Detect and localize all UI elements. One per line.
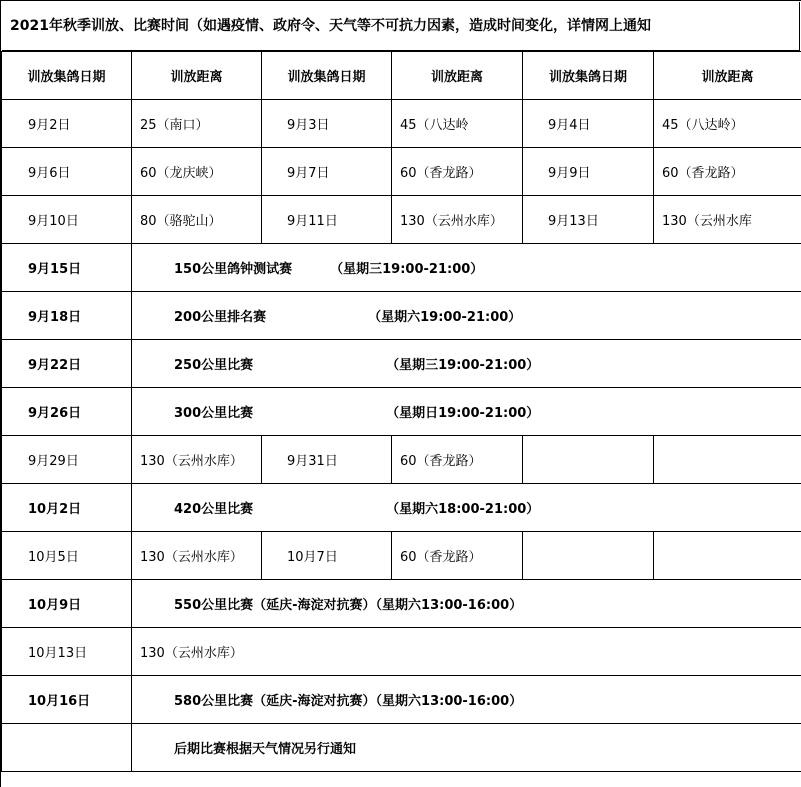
race-name: 300公里比赛 <box>174 406 254 421</box>
date-cell: 9月4日 <box>523 100 654 148</box>
race-info <box>132 244 801 292</box>
race-row <box>2 388 801 436</box>
race-row <box>2 244 801 292</box>
footer-row <box>2 724 801 772</box>
empty-cell <box>2 724 132 772</box>
race-row <box>2 292 801 340</box>
header-cell: 训放距离 <box>392 52 523 100</box>
race-info <box>132 340 801 388</box>
race-row <box>2 340 801 388</box>
race-info <box>132 388 801 436</box>
empty-cell <box>523 532 654 580</box>
race-date: 9月18日 <box>2 292 132 340</box>
distance-cell: 60（龙庆峡） <box>132 148 262 196</box>
distance-cell: 80（骆驼山） <box>132 196 262 244</box>
distance-cell: 130（云州水库） <box>392 196 523 244</box>
race-row <box>2 484 801 532</box>
date-cell: 9月13日 <box>523 196 654 244</box>
race-time: （星期日19:00-21:00） <box>386 406 540 421</box>
distance-cell: 130（云州水库 <box>654 196 801 244</box>
race-info: 580公里比赛（延庆-海淀对抗赛）（星期六13:00-16:00） <box>132 676 801 724</box>
header-cell: 训放距离 <box>132 52 262 100</box>
training-row <box>2 100 801 148</box>
date-cell: 10月13日 <box>2 628 132 676</box>
race-date: 9月15日 <box>2 244 132 292</box>
header-cell: 训放集鸽日期 <box>2 52 132 100</box>
race-row <box>2 580 801 628</box>
training-row <box>2 196 801 244</box>
distance-cell: 60（香龙路） <box>392 148 523 196</box>
race-time: （星期三19:00-21:00） <box>386 358 540 373</box>
date-cell: 9月7日 <box>262 148 392 196</box>
distance-cell: 130（云州水库） <box>132 532 262 580</box>
distance-cell: 45（八达岭） <box>654 100 801 148</box>
date-cell: 10月7日 <box>262 532 392 580</box>
race-name: 200公里排名赛 <box>174 310 267 325</box>
race-time: （星期六18:00-21:00） <box>386 502 540 517</box>
race-info <box>132 292 801 340</box>
date-cell: 9月29日 <box>2 436 132 484</box>
race-name: 150公里鸽钟测试赛 <box>174 262 293 277</box>
date-cell: 9月3日 <box>262 100 392 148</box>
date-cell: 10月5日 <box>2 532 132 580</box>
training-row <box>2 628 801 676</box>
race-time: （星期六19:00-21:00） <box>368 310 522 325</box>
header-row <box>2 52 801 100</box>
race-date: 9月22日 <box>2 340 132 388</box>
date-cell: 9月11日 <box>262 196 392 244</box>
race-date: 10月2日 <box>2 484 132 532</box>
race-row <box>2 676 801 724</box>
race-info: 550公里比赛（延庆-海淀对抗赛）（星期六13:00-16:00） <box>132 580 801 628</box>
date-cell: 9月2日 <box>2 100 132 148</box>
training-row <box>2 436 801 484</box>
race-date: 9月26日 <box>2 388 132 436</box>
race-time: （星期三19:00-21:00） <box>330 262 484 277</box>
schedule-title: 2021年秋季训放、比赛时间（如遇疫情、政府令、天气等不可抗力因素，造成时间变化，详情网上通知 <box>2 2 800 51</box>
race-name: 420公里比赛 <box>174 502 254 517</box>
empty-cell <box>654 532 801 580</box>
race-date: 10月16日 <box>2 676 132 724</box>
date-cell: 9月9日 <box>523 148 654 196</box>
footer-note: 后期比赛根据天气情况另行通知 <box>132 724 801 772</box>
header-cell: 训放距离 <box>654 52 801 100</box>
distance-cell: 45（八达岭 <box>392 100 523 148</box>
race-date: 10月9日 <box>2 580 132 628</box>
date-cell: 9月10日 <box>2 196 132 244</box>
distance-cell: 60（香龙路） <box>392 436 523 484</box>
training-row <box>2 148 801 196</box>
distance-cell: 130（云州水库） <box>132 436 262 484</box>
date-cell: 9月6日 <box>2 148 132 196</box>
empty-cell <box>523 436 654 484</box>
distance-cell: 60（香龙路） <box>392 532 523 580</box>
race-info <box>132 484 801 532</box>
schedule-table <box>1 51 801 772</box>
distance-cell: 60（香龙路） <box>654 148 801 196</box>
distance-cell: 130（云州水库） <box>132 628 801 676</box>
header-cell: 训放集鸽日期 <box>262 52 392 100</box>
race-name: 250公里比赛 <box>174 358 254 373</box>
header-cell: 训放集鸽日期 <box>523 52 654 100</box>
training-row <box>2 532 801 580</box>
empty-cell <box>654 436 801 484</box>
distance-cell: 25（南口） <box>132 100 262 148</box>
date-cell: 9月31日 <box>262 436 392 484</box>
